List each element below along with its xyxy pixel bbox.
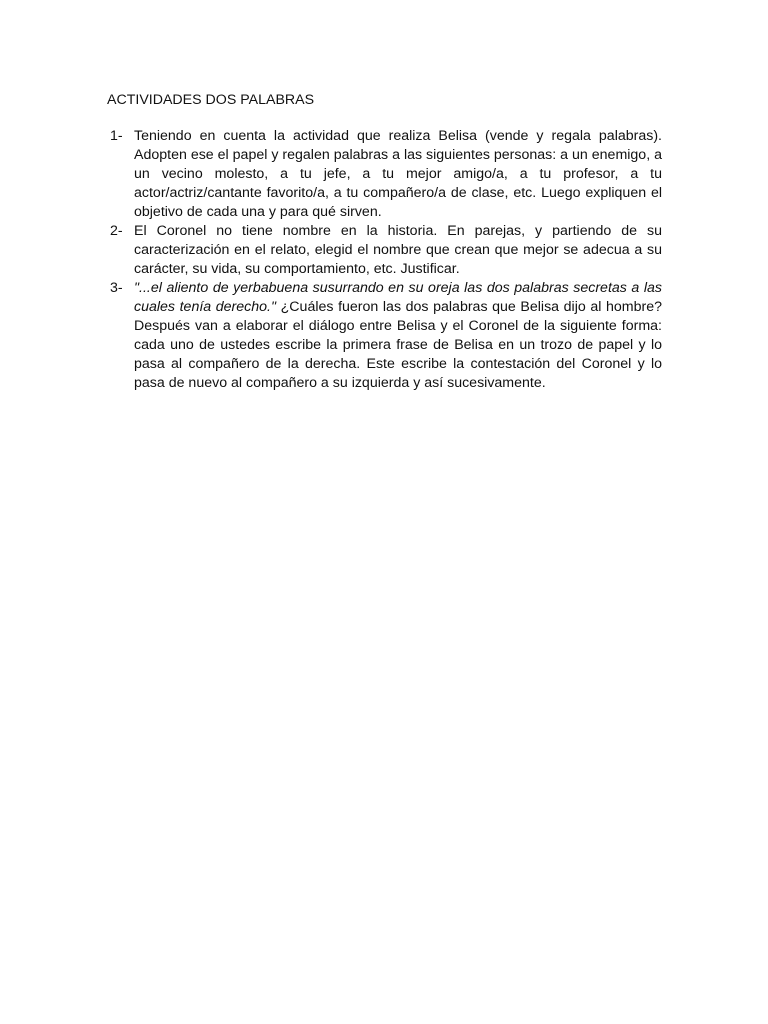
- item-body: ¿Cuáles fueron las dos palabras que Belisa dijo al hombre? Después van a elaborar el diálogo entre Belisa y el Coronel de la siguiente forma: cada uno de ustedes escribe la primera frase de Belisa en un trozo de papel y lo pasa al compañero de la derecha. Este escribe la contestación del Coronel y lo pasa de nuevo al compañero a su izquierda y así sucesivamente.: [134, 299, 662, 391]
- document-title: ACTIVIDADES DOS PALABRAS: [107, 92, 315, 108]
- item-number: 1-: [110, 128, 123, 144]
- activity-item-3: [110, 279, 662, 393]
- item-quote: "...el aliento de yerbabuena susurrando en su oreja las dos palabras secretas a las cuales tenía derecho.": [134, 280, 662, 315]
- activity-item-2: [110, 222, 662, 279]
- item-text: [134, 279, 662, 393]
- item-text: Teniendo en cuenta la actividad que realiza Belisa (vende y regala palabras). Adopten ese el papel y regalen palabras a las siguientes personas: a un enemigo, a un vecino molesto, a tu jefe, a tu mejor amigo/a, a tu profesor, a tu actor/actriz/cantante favorito/a, a tu compañero/a de clase, etc. Luego expliquen el objetivo de cada una y para qué sirven.: [134, 128, 662, 220]
- item-text: El Coronel no tiene nombre en la historia. En parejas, y partiendo de su caracterización en el relato, elegid el nombre que crean que mejor se adecua a su carácter, su vida, su comportamiento, etc. Justificar.: [134, 223, 662, 277]
- activity-item-1: [110, 127, 662, 222]
- item-number: 3-: [110, 280, 123, 296]
- item-number: 2-: [110, 223, 123, 239]
- activity-list: [110, 127, 662, 393]
